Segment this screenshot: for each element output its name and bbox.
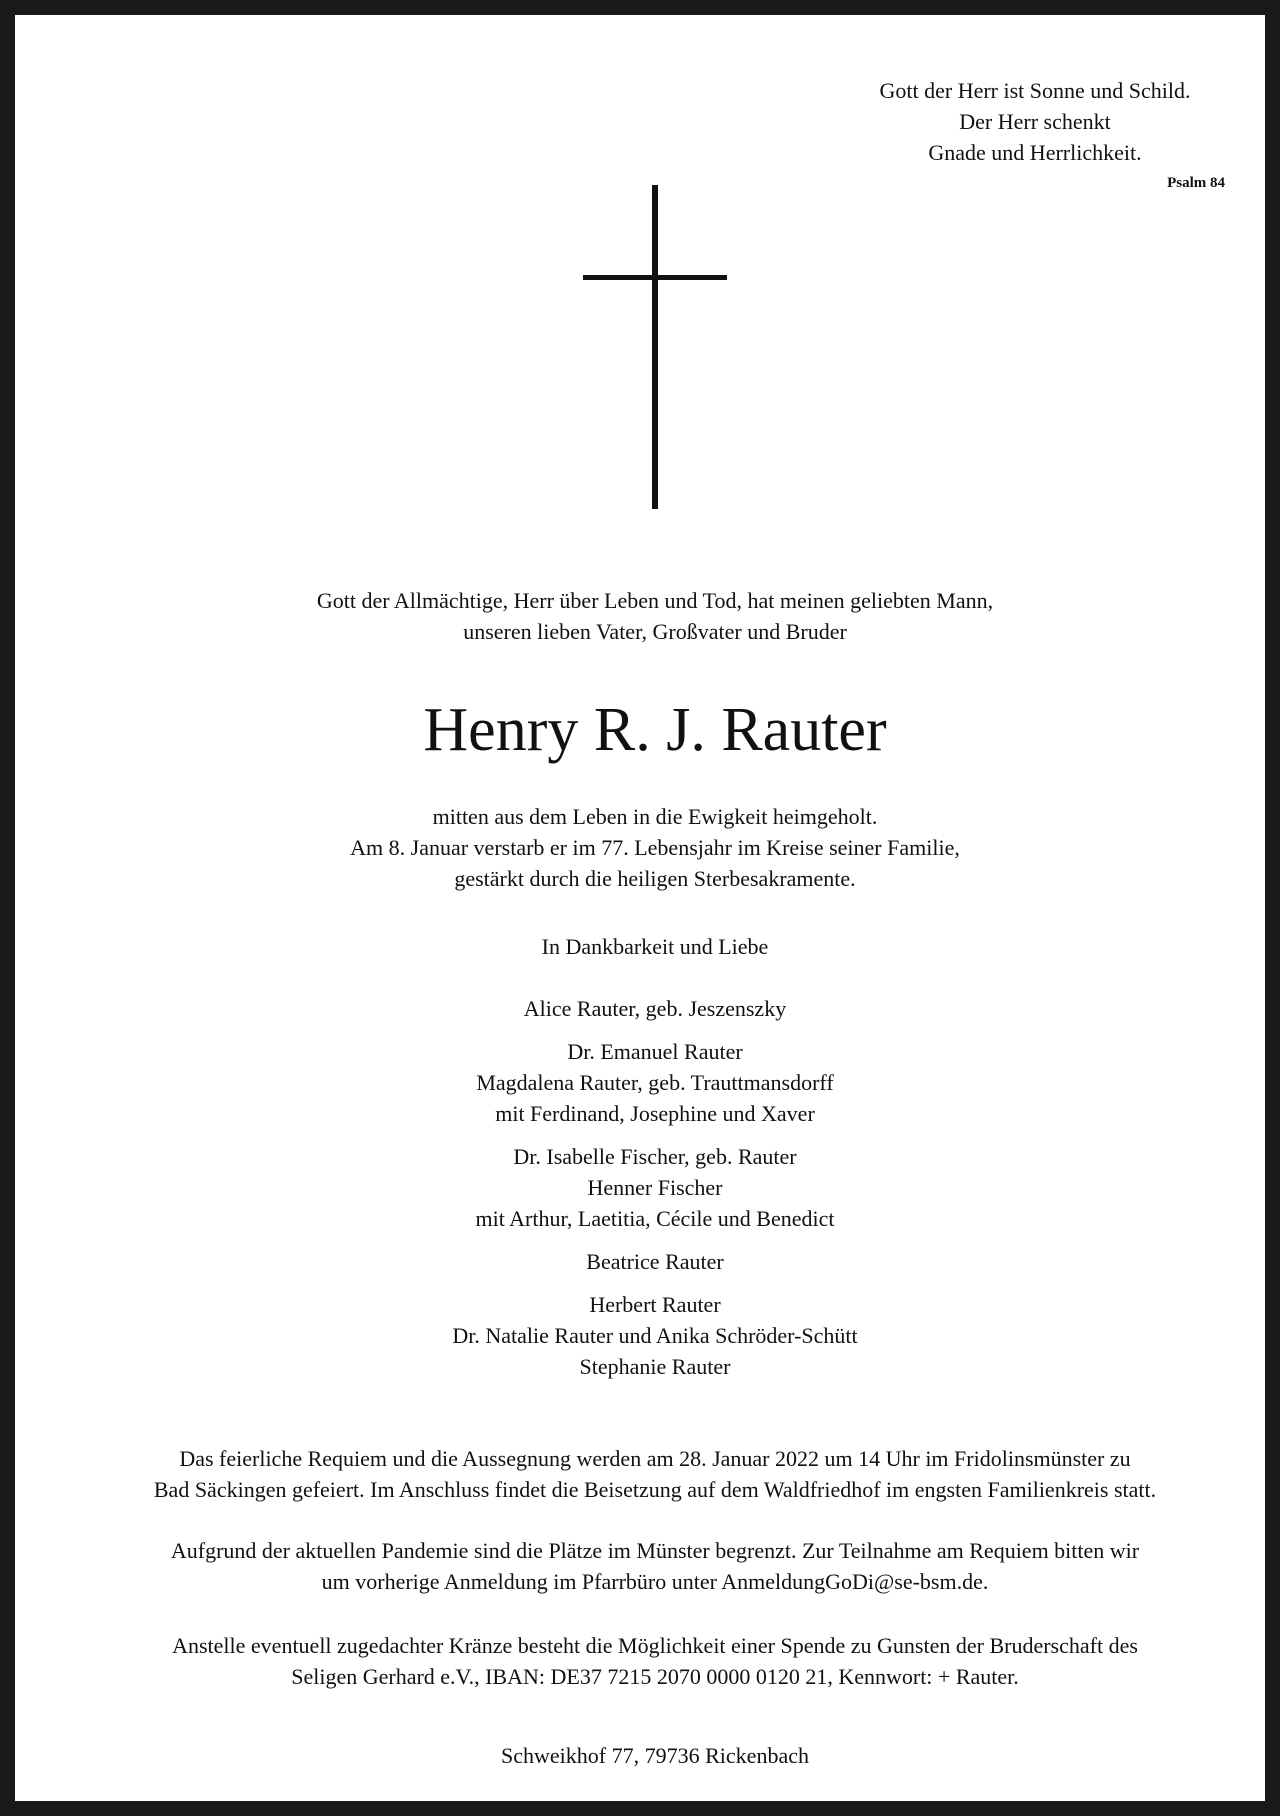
family-member: Dr. Isabelle Fischer, geb. Rauter xyxy=(513,1144,797,1169)
verse-line: Gnade und Herrlichkeit. xyxy=(928,140,1142,165)
intro-line: unseren lieben Vater, Großvater und Bruder xyxy=(463,619,847,644)
notice-line: Das feierliche Requiem und die Aussegnung werden am 28. Januar 2022 um 14 Uhr im Fridolinsmünster zu xyxy=(179,1446,1131,1471)
cross-horizontal-bar xyxy=(583,275,727,280)
notice-line: Anstelle eventuell zugedachter Kränze besteht die Möglichkeit einer Spende zu Gunsten der Bruderschaft des xyxy=(172,1633,1138,1658)
family-member: Dr. Emanuel Rauter xyxy=(567,1039,743,1064)
pandemic-notice xyxy=(55,1535,1255,1597)
death-notice xyxy=(45,801,1265,894)
family-address: Schweikhof 77, 79736 Rickenbach xyxy=(501,1743,809,1768)
cross-icon xyxy=(583,185,727,509)
family-group xyxy=(45,1289,1265,1382)
deceased-name: Henry R. J. Rauter xyxy=(423,696,887,764)
notice-line: um vorherige Anmeldung im Pfarrbüro unter AnmeldungGoDi@se-bsm.de. xyxy=(321,1569,989,1594)
requiem-notice xyxy=(55,1443,1255,1505)
notice-line: Aufgrund der aktuellen Pandemie sind die Plätze im Münster begrenzt. Zur Teilnahme am Requiem bitten wir xyxy=(170,1538,1140,1563)
gratitude-line xyxy=(45,931,1265,962)
family-member: Magdalena Rauter, geb. Trauttmansdorff xyxy=(476,1070,834,1095)
family-member: Henner Fischer xyxy=(587,1175,723,1200)
death-line: Am 8. Januar verstarb er im 77. Lebensjahr im Kreise seiner Familie, xyxy=(350,835,960,860)
family-member: Herbert Rauter xyxy=(589,1292,721,1317)
family-member: mit Ferdinand, Josephine und Xaver xyxy=(495,1101,815,1126)
family-list xyxy=(45,993,1265,1394)
psalm-verse xyxy=(775,75,1280,168)
notice-line: Seligen Gerhard e.V., IBAN: DE37 7215 2070 0000 0120 21, Kennwort: + Rauter. xyxy=(291,1664,1019,1689)
family-member: Dr. Natalie Rauter und Anika Schröder-Schütt xyxy=(452,1323,858,1348)
donation-notice xyxy=(55,1630,1255,1692)
notice-line: Bad Säckingen gefeiert. Im Anschluss findet die Beisetzung auf dem Waldfriedhof im engsten Familienkreis statt. xyxy=(153,1477,1157,1502)
family-group xyxy=(45,1141,1265,1234)
family-group xyxy=(45,1036,1265,1129)
family-member: Stephanie Rauter xyxy=(579,1354,731,1379)
verse-line: Der Herr schenkt xyxy=(959,109,1111,134)
gratitude-text: In Dankbarkeit und Liebe xyxy=(541,934,769,959)
intro-text xyxy=(45,585,1265,647)
verse-source: Psalm 84 xyxy=(1167,175,1225,191)
intro-line: Gott der Allmächtige, Herr über Leben und Tod, hat meinen geliebten Mann, xyxy=(316,588,994,613)
family-member: Beatrice Rauter xyxy=(586,1249,724,1274)
family-group xyxy=(45,1246,1265,1277)
family-member: mit Arthur, Laetitia, Cécile und Benedict xyxy=(475,1206,835,1231)
family-group xyxy=(45,993,1265,1024)
verse-line: Gott der Herr ist Sonne und Schild. xyxy=(879,78,1191,103)
death-line: mitten aus dem Leben in die Ewigkeit heimgeholt. xyxy=(432,804,878,829)
cross-vertical-bar xyxy=(652,185,658,509)
family-member: Alice Rauter, geb. Jeszenszky xyxy=(523,996,787,1021)
death-line: gestärkt durch die heiligen Sterbesakramente. xyxy=(454,866,856,891)
